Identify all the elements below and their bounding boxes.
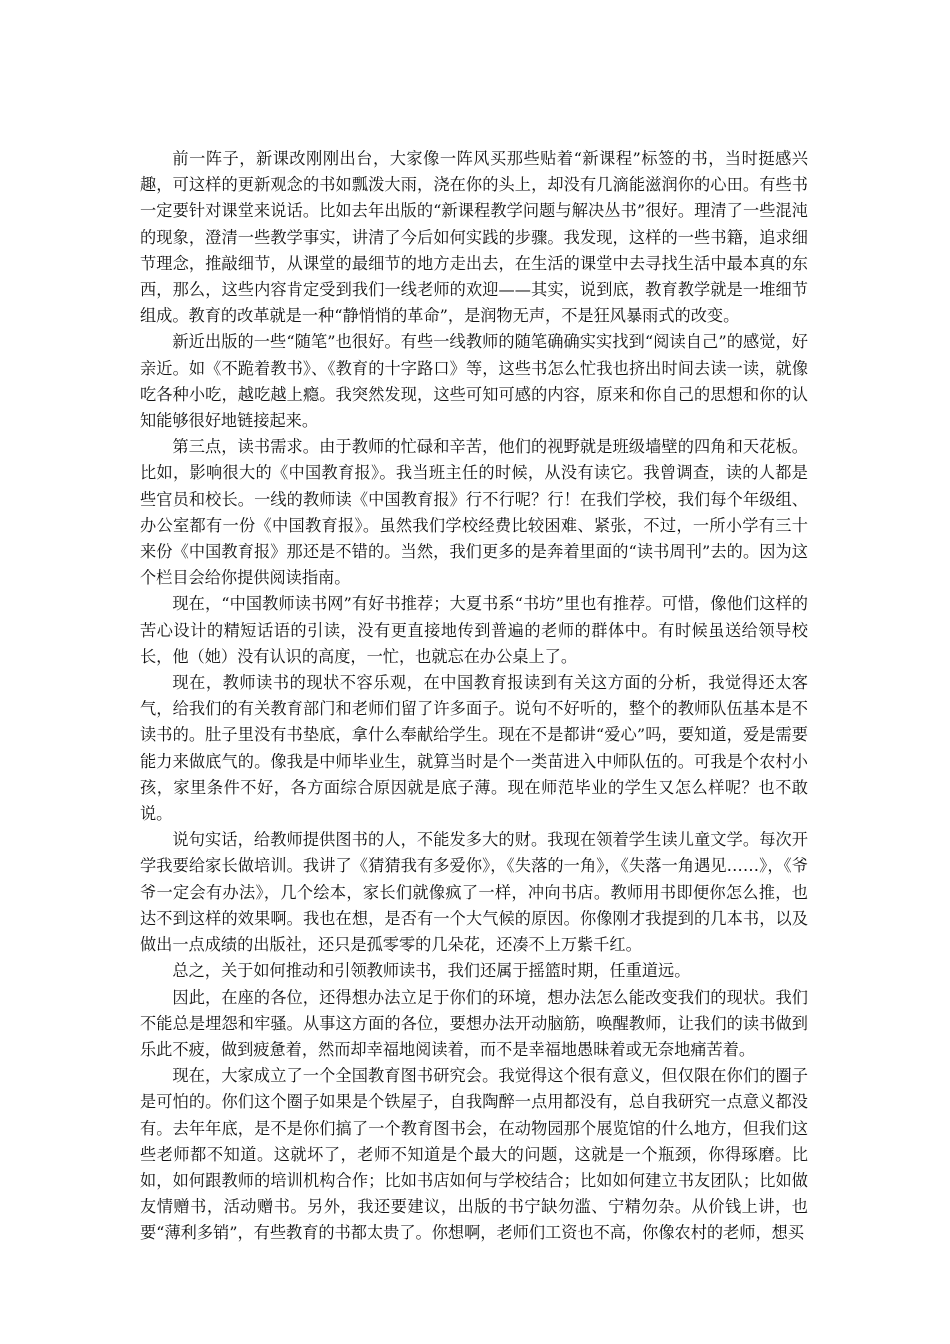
paragraph: 前一阵子，新课改刚刚出台，大家像一阵风买那些贴着“新课程”标签的书，当时挺感兴趣，可这样的更新观念的书如瓢泼大雨，浇在你的头上，却没有几滴能滋润你的心田。有些书一定要针对课堂来说话。比如去年出版的“新课程教学问题与解决丛书”很好。理清了一些混沌的现象，澄清一些教学事实，讲清了今后如何实践的步骤。我发现，这样的一些书籍，追求细节理念，推敲细节，从课堂的最细节的地方走出去，在生活的课堂中去寻找生活中最本真的东西，那么，这些内容肯定受到我们一线老师的欢迎——其实，说到底，教育教学就是一堆细节组成。教育的改革就是一种“静悄悄的革命”，是润物无声，不是狂风暴雨式的改变。 [140,149,808,326]
paragraph: 现在，大家成立了一个全国教育图书研究会。我觉得这个很有意义，但仅限在你们的圈子是可怕的。你们这个圈子如果是个铁屋子，自我陶醉一点用都没有，总自我研究一点意义都没有。去年年底，是不是你们搞了一个教育图书会，在动物园那个展览馆的什么地方，但我们这些老师都不知道。这就坏了，老师不知道是个最大的问题，这就是一个瓶颈，你得琢磨。比如，如何跟教师的培训机构合作；比如书店如何与学校结合；比如如何建立书友团队；比如做友情赠书，活动赠书。另外，我还要建议，出版的书宁缺勿滥、宁精勿杂。从价钱上讲，也要“薄利多销”，有些教育的书都太贵了。你想啊，老师们工资也不高，你像农村的老师，想买 [140,1066,808,1243]
paragraph: 新近出版的一些“随笔”也很好。有些一线教师的随笔确确实实找到“阅读自己”的感觉，好亲近。如《不跪着教书》、《教育的十字路口》等，这些书怎么忙我也挤出时间去读一读，就像吃各种小吃，越吃越上瘾。我突然发现，这些可知可感的内容，原来和你自己的思想和你的认知能够很好地链接起来。 [140,332,808,431]
paragraph: 因此，在座的各位，还得想办法立足于你们的环境，想办法怎么能改变我们的现状。我们不能总是埋怨和牢骚。从事这方面的各位，要想办法开动脑筋，唤醒教师，让我们的读书做到乐此不疲，做到疲惫着，然而却幸福地阅读着，而不是幸福地愚昧着或无奈地痛苦着。 [140,987,808,1059]
paragraph: 说句实话，给教师提供图书的人，不能发多大的财。我现在领着学生读儿童文学。每次开学我要给家长做培训。我讲了《猜猜我有多爱你》，《失落的一角》，《失落一角遇见……》，《爷爷一定会有办法》，几个绘本，家长们就像疯了一样，冲向书店。教师用书即便你怎么推，也达不到这样的效果啊。我也在想，是否有一个大气候的原因。你像刚才我提到的几本书，以及做出一点成绩的出版社，还只是孤零零的几朵花，还凑不上万紫千红。 [140,830,808,955]
paragraph: 现在，“中国教师读书网”有好书推荐；大夏书系“书坊”里也有推荐。可惜，像他们这样的苦心设计的精短话语的引读，没有更直接地传到普遍的老师的群体中。有时候虽送给领导校长，他（她）没有认识的高度，一忙，也就忘在办公桌上了。 [140,594,808,666]
paragraph: 第三点，读书需求。由于教师的忙碌和辛苦，他们的视野就是班级墙壁的四角和天花板。比如，影响很大的《中国教育报》。我当班主任的时候，从没有读它。我曾调查，读的人都是些官员和校长。一线的教师读《中国教育报》行不行呢？行！在我们学校，我们每个年级组、办公室都有一份《中国教育报》。虽然我们学校经费比较困难、紧张，不过，一所小学有三十来份《中国教育报》那还是不错的。当然，我们更多的是奔着里面的“读书周刊”去的。因为这个栏目会给你提供阅读指南。 [140,437,808,588]
document-body [140,146,808,1247]
paragraph: 总之，关于如何推动和引领教师读书，我们还属于摇篮时期，任重道远。 [172,961,691,981]
paragraph: 现在，教师读书的现状不容乐观，在中国教育报读到有关这方面的分析，我觉得还太客气，给我们的有关教育部门和老师们留了许多面子。说句不好听的，整个的教师队伍基本是不读书的。肚子里没有书垫底，拿什么奉献给学生。现在不是都讲“爱心”吗，要知道，爱是需要能力来做底气的。像我是中师毕业生，就算当时是个一类苗进入中师队伍的。可我是个农村小孩，家里条件不好，各方面综合原因就是底子薄。现在师范毕业的学生又怎么样呢？也不敢说。 [140,673,808,824]
